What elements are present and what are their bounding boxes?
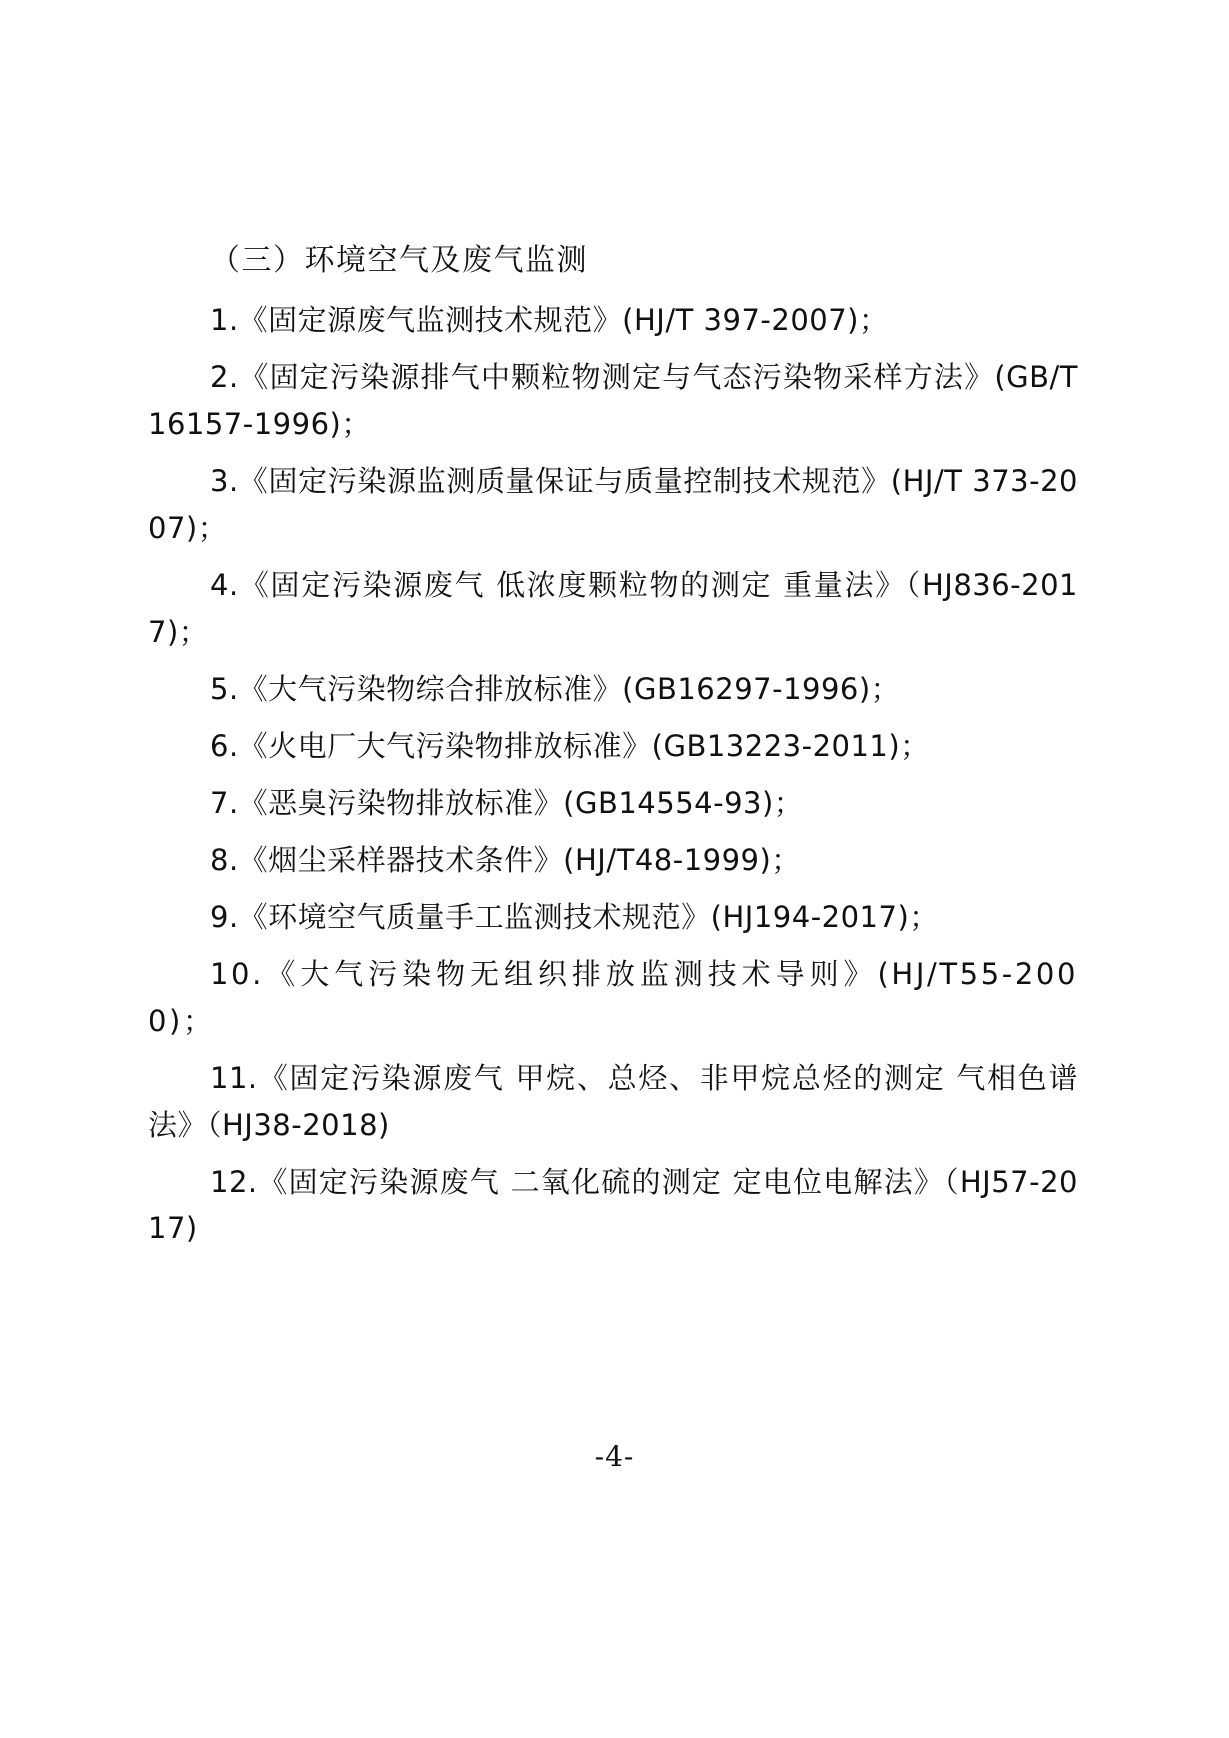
list-item: 9.《环境空气质量手工监测技术规范》(HJ194-2017)； xyxy=(210,899,939,934)
list-item: 3.《固定污染源监测质量保证与质量控制技术规范》(HJ/T 373-2007)； xyxy=(148,463,1078,545)
section-heading: （三）环境空气及废气监测 xyxy=(210,243,588,278)
list-item: 8.《烟尘采样器技术条件》(HJ/T48-1999)； xyxy=(210,842,801,877)
list-item: 10.《大气污染物无组织排放监测技术导则》(HJ/T55-2000)； xyxy=(148,956,1078,1038)
list-item: 12.《固定污染源废气 二氧化硫的测定 定电位电解法》（HJ57-2017) xyxy=(148,1164,1078,1246)
list-item: 1.《固定源废气监测技术规范》(HJ/T 397-2007)； xyxy=(210,303,889,337)
list-item: 4.《固定污染源废气 低浓度颗粒物的测定 重量法》（HJ836-2017)； xyxy=(148,567,1078,649)
page-number: -4- xyxy=(594,1440,635,1473)
list-item: 5.《大气污染物综合排放标准》(GB16297-1996)； xyxy=(210,671,901,706)
list-item: 11.《固定污染源废气 甲烷、总烃、非甲烷总烃的测定 气相色谱法》（HJ38-2018) xyxy=(148,1060,1078,1142)
list-item: 6.《火电厂大气污染物排放标准》(GB13223-2011)； xyxy=(210,728,930,763)
page-content xyxy=(148,238,1078,1262)
list-item: 2.《固定污染源排气中颗粒物测定与气态污染物采样方法》(GB/T16157-1996)； xyxy=(148,359,1078,441)
list-item: 7.《恶臭污染物排放标准》(GB14554-93)； xyxy=(210,785,804,820)
